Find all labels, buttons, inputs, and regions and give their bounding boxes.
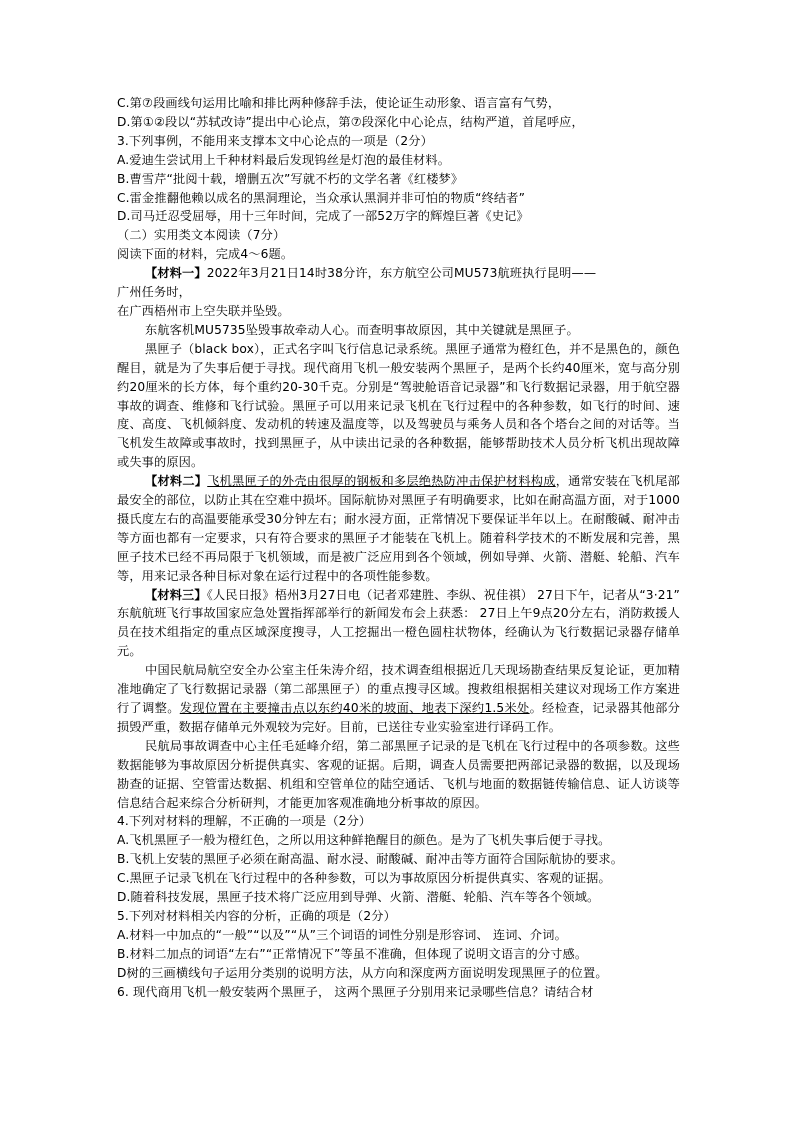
material-1-line-2: 广州任务时， xyxy=(117,285,192,300)
material-3-text-2b: 。经检查，记录器其他部分损毁严重，数据存储单元外观较为完好。目前，已送往专业实验室进行译码工作。 xyxy=(117,701,681,734)
question-4-option-d: D.随着科技发展，黑匣子技术将广泛应用到导弹、火箭、潜艇、轮船、汽车等各个领域。 xyxy=(117,890,600,905)
material-1-paragraph-3: 黑匣子（black box），正式名字叫飞行信息记录系统。黑匣子通常为橙红色，并不是黑色的，颜色醒目，就是为了失事后便于寻找。现代商用飞机一般安装两个黑匣子，是两个长约40厘米，宽与高分别约20厘米的长方体，每个重约20-30千克。分别是“驾驶舱语音记录器”和飞行数据记录器，用于航空器事故的调查、维修和飞行试验。黑匣子可以用来记录飞机在飞行过程中的各种参数，如飞行的时间、速度、高度、飞机倾斜度、发动机的转速及温度等，以及驾驶员与乘务人员和各个塔台之间的对话等。当飞机发生故障或事故时，找到黑匣子，从中读出记录的各种数据，能够帮助技术人员分析飞机出现故障或失事的原因。 xyxy=(117,341,680,470)
question-4-stem: 4.下列对材料的理解，不正确的一项是（2分） xyxy=(117,814,372,829)
option-c-prev: C.第⑦段画线句运用比喻和排比两种修辞手法，使论证生动形象、语言富有气势， xyxy=(117,96,561,110)
material-3-paragraph-3: 民航局事故调查中心主任毛延峰介绍，第二部黑匣子记录的是飞机在飞行过程中的各项参数。这些数据能够为事故原因分析提供真实、客观的证据。后期，调查人员需要把两部记录器的数据，以及现场勘查的证据、空管雷达数据、机组和空管单位的陆空通话、飞机与地面的数据链传输信息、证人访谈等信息结合起来综合分析研判，才能更加客观准确地分析事故的原因。 xyxy=(117,738,680,810)
document-page xyxy=(117,94,680,1002)
material-3-underlined: 发现位置在主要撞击点以东约40米的坡面、地表下深约1.5米处 xyxy=(179,701,530,715)
material-3-label: 【材料三】 xyxy=(145,587,207,602)
question-3-option-c: C.雷金推翻他赖以成名的黑洞理论，当众承认黑洞并非可怕的物质“终结者” xyxy=(117,190,526,205)
question-5-option-b: B.材料二加点的词语“左右”“正常情况下”等虽不准确，但体现了说明文语言的分寸感。 xyxy=(117,946,588,961)
option-d-prev: D.第①②段以“苏轼改诗”提出中心论点，第⑦段深化中心论点，结构严道，首尾呼应， xyxy=(117,114,584,129)
material-3-paragraph-2 xyxy=(117,661,680,737)
question-5-stem: 5.下列对材料相关内容的分析，正确的项是（2分） xyxy=(117,908,396,923)
material-3-paragraph-1 xyxy=(117,586,680,662)
material-1-line-1 xyxy=(117,264,680,283)
material-2-paragraph xyxy=(117,472,680,585)
material-2-underlined: 飞机黑匣子的外壳由很厚的钢板和多层绝热防冲击保护材料构成 xyxy=(207,474,556,489)
material-2-label: 【材料二】 xyxy=(145,474,208,489)
question-4-option-a: A.飞机黑匣子一般为橙红色，之所以用这种鲜艳醒目的颜色。是为了飞机失事后便于寻找。 xyxy=(117,833,611,848)
question-4-option-c: C.黑匣子记录飞机在飞行过程中的各种参数，可以为事故原因分析提供真实、客观的证据。 xyxy=(117,871,611,886)
material-1-text-1: 2022年3月21日14时38分许，东方航空公司MU573航班执行昆明—— xyxy=(206,266,597,281)
material-3-text-1: 《人民日报》梧州3月27日电（记者邓建胜、李纵、祝佳祺） 27日下午，记者从“3·21” 东航航班飞行事故国家应急处置指挥部举行的新闻发布会上获悉： 27日上午9点20分左右，消防救援人员在技术组指定的重点区域深度搜寻，人工挖掘出一橙色圆柱状物体，经确认为飞行数据记录器存储单元。 xyxy=(117,587,681,659)
question-5-option-a: A.材料一中加点的“一般”“以及”“从”三个词语的词性分别是形容词、 连词、介词。 xyxy=(117,927,567,942)
question-3-option-d: D.司马迁忍受屈辱，用十三年时间，完成了一部52万字的辉煌巨著《史记》 xyxy=(117,209,529,224)
section-instruction: 阅读下面的材料，完成4～6题。 xyxy=(117,247,294,262)
question-3-option-a: A.爱迪生尝试用上千种材料最后发现钨丝是灯泡的最佳材料。 xyxy=(117,152,451,167)
question-5-option-d: D树的三画横线句子运用分类别的说明方法，从方向和深度两方面说明发现黑匣子的位置。 xyxy=(117,965,608,980)
material-3-text-2a: 中国民航局航空安全办公室主任朱涛介绍，技术调查组根据近几天现场勘查结果反复论证，更加精准地确定了飞行数据记录器（第二部黑匣子）的重点搜寻区域。搜救组根据相关建议对现场工作方案进行了调整。 xyxy=(117,663,680,715)
question-6-stem: 6. 现代商用飞机一般安装两个黑匣子， 这两个黑匣子分别用来记录哪些信息？请结合材 xyxy=(117,984,594,999)
material-2-text: ，通常安装在飞机尾部最安全的部位，以防止其在空难中损坏。国际航协对黑匣子有明确要求，比如在耐高温方面，对于1000摄氏度左右的高温要能承受30分钟左右；耐水浸方面，正常情况下要保证半年以上。在耐酸碱、耐冲击等方面也都有一定要求，只有符合要求的黑匣子才能装在飞机上。随着科学技术的不断发展和完善，黑匣子技术已经不再局限于飞机领域，而是被广泛应用到各个领域，例如导弹、火箭、潜艇、轮船、汽车等，用来记录各种目标对象在运行过程中的各项性能参数。 xyxy=(117,474,681,583)
material-1-paragraph-2: 东航客机MU5735坠毁事故牵动人心。而查明事故原因，其中关键就是黑匣子。 xyxy=(145,322,579,337)
section-title: （二）实用类文本阅读（7分） xyxy=(117,228,286,243)
question-4-option-b: B.飞机上安装的黑匣子必须在耐高温、耐水浸、耐酸碱、耐冲击等方面符合国际航协的要求。 xyxy=(117,852,624,867)
question-3-option-b: B.曹雪芹“批阅十载，增删五次”写就不朽的文学名著《红楼梦》 xyxy=(117,171,464,186)
question-3-stem: 3.下列事例，不能用来支撑本文中心论点的一项是（2分） xyxy=(117,133,433,148)
material-1-label: 【材料一】 xyxy=(145,266,207,281)
material-1-line-3: 在广西梧州市上空失联并坠毁。 xyxy=(117,303,290,318)
